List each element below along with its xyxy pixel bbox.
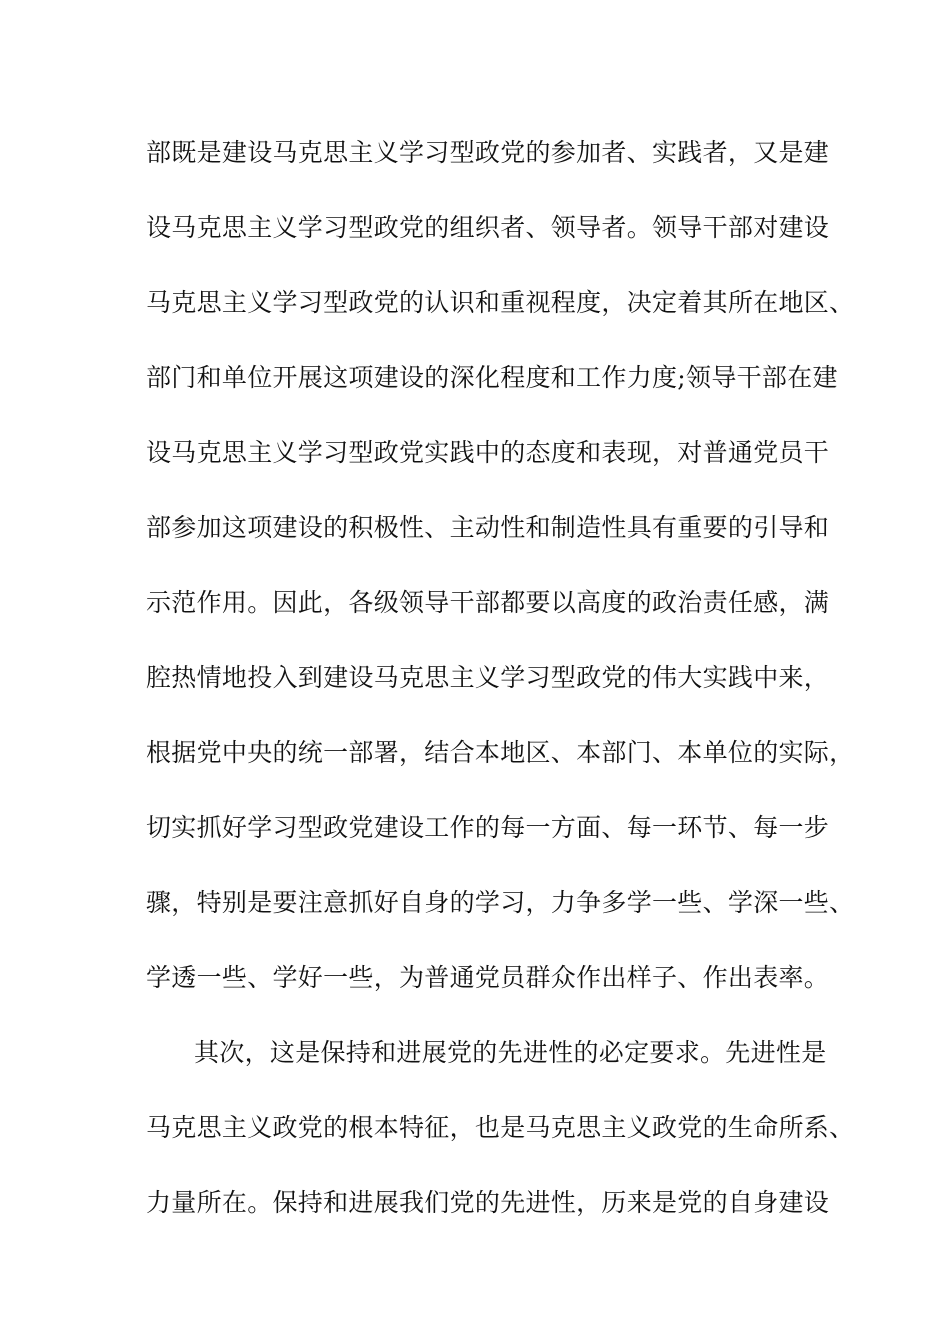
paragraph-start-line: 其次，这是保持和进展党的先进性的必定要求。先进性是: [194, 1038, 827, 1067]
text-line: 部参加这项建设的积极性、主动性和制造性具有重要的引导和: [146, 513, 830, 542]
text-line: 部门和单位开展这项建设的深化程度和工作力度;领导干部在建: [146, 363, 838, 392]
text-line: 设马克思主义学习型政党的组织者、领导者。领导干部对建设: [146, 213, 830, 242]
text-line: 设马克思主义学习型政党实践中的态度和表现，对普通党员干: [146, 438, 830, 467]
text-line: 切实抓好学习型政党建设工作的每一方面、每一环节、每一步: [146, 813, 830, 842]
text-line: 学透一些、学好一些，为普通党员群众作出样子、作出表率。: [146, 963, 830, 992]
text-line: 骤，特别是要注意抓好自身的学习，力争多学一些、学深一些、: [146, 888, 855, 917]
text-line: 力量所在。保持和进展我们党的先进性，历来是党的自身建设: [146, 1188, 830, 1217]
body-text: [146, 130, 855, 1255]
text-line: 腔热情地投入到建设马克思主义学习型政党的伟大实践中来，: [146, 663, 830, 692]
text-line: 马克思主义政党的根本特征，也是马克思主义政党的生命所系、: [146, 1113, 855, 1142]
text-line: 根据党中央的统一部署，结合本地区、本部门、本单位的实际，: [146, 738, 855, 767]
text-line: 马克思主义学习型政党的认识和重视程度，决定着其所在地区、: [146, 288, 855, 317]
text-line: 示范作用。因此，各级领导干部都要以高度的政治责任感，满: [146, 588, 830, 617]
text-line: 部既是建设马克思主义学习型政党的参加者、实践者，又是建: [146, 138, 830, 167]
